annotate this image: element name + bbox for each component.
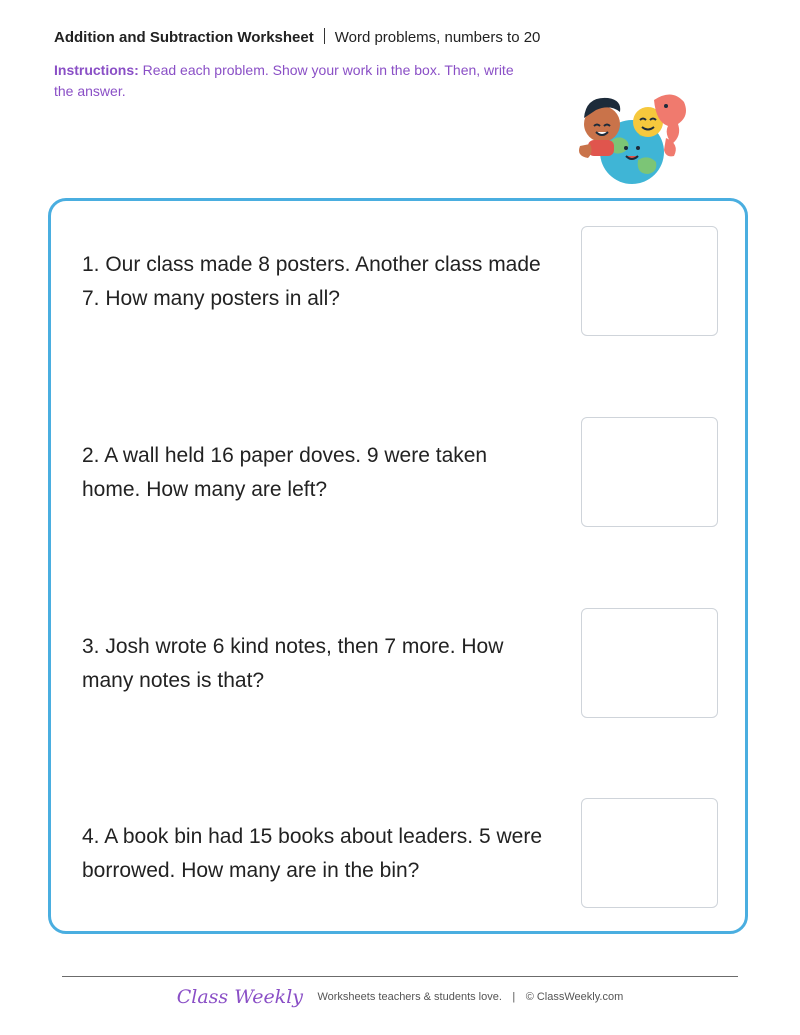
problem-3-answer-box[interactable]: [581, 608, 718, 718]
instructions-text: Read each problem. Show your work in the box. Then, write the answer.: [54, 62, 514, 99]
header-divider: [324, 28, 325, 44]
kids-globe-illustration-icon: [576, 90, 696, 186]
footer: [0, 986, 800, 1008]
problem-4-text: 4. A book bin had 15 books about leaders. 5 were borrowed. How many are in the bin?: [82, 825, 543, 882]
instructions: [54, 60, 534, 102]
worksheet-subtitle: Word problems, numbers to 20: [334, 29, 541, 46]
footer-copyright: © ClassWeekly.com: [525, 991, 624, 1003]
instructions-label: Instructions:: [54, 62, 139, 78]
worksheet-title: Addition and Subtraction Worksheet: [54, 29, 314, 46]
footer-divider: [62, 976, 738, 977]
problem-2-text: 2. A wall held 16 paper doves. 9 were taken home. How many are left?: [82, 444, 488, 501]
brand-logo: Class Weekly: [176, 986, 304, 1008]
footer-separator: |: [512, 991, 516, 1003]
problem-1-text: 1. Our class made 8 posters. Another class made 7. How many posters in all?: [82, 253, 541, 310]
problem-3-text: 3. Josh wrote 6 kind notes, then 7 more. How many notes is that?: [82, 635, 504, 692]
footer-tagline: Worksheets teachers & students love.: [317, 991, 502, 1003]
problems-card: [48, 198, 748, 934]
worksheet-header: [54, 28, 540, 46]
problem-2-answer-box[interactable]: [581, 417, 718, 527]
problem-4-answer-box[interactable]: [581, 798, 718, 908]
problem-1-answer-box[interactable]: [581, 226, 718, 336]
